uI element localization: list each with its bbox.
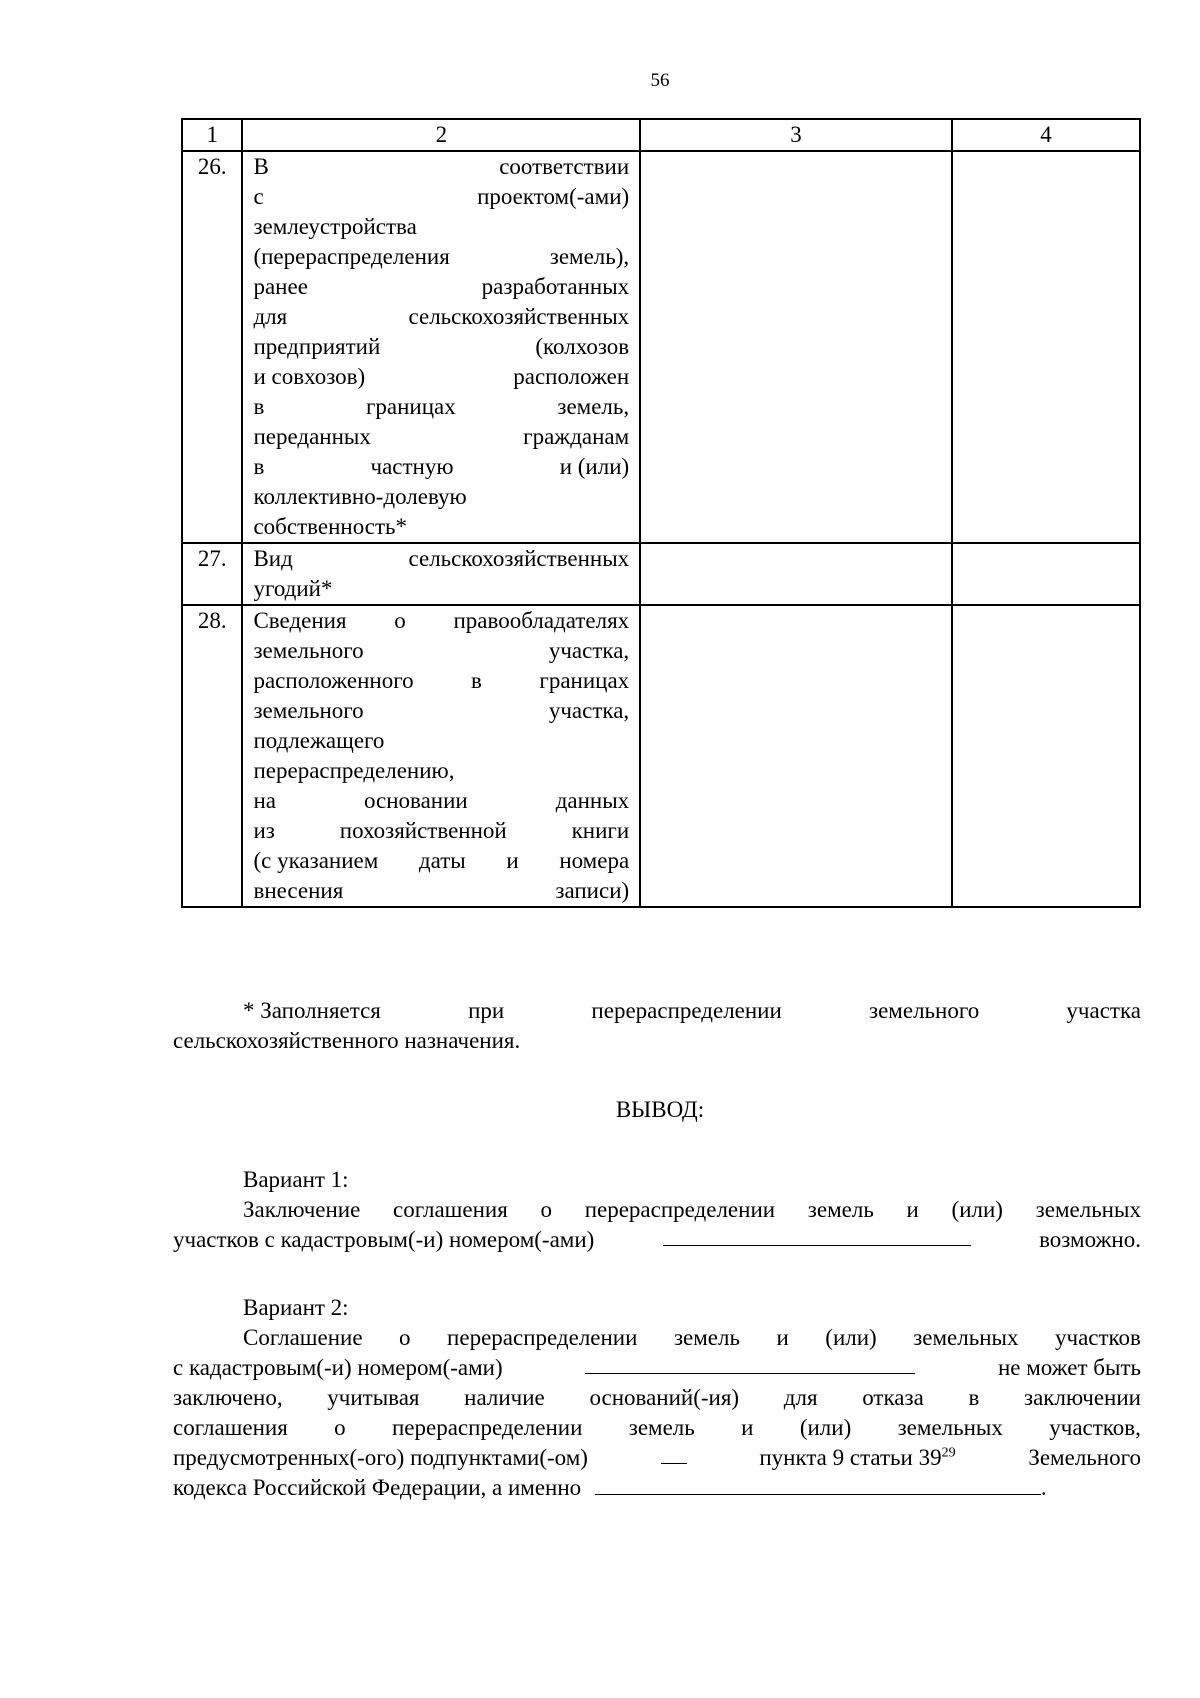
variant-1-text-b: возможно.	[1039, 1227, 1141, 1252]
description-word: В	[253, 154, 269, 179]
description-word: и (или)	[559, 454, 630, 479]
variant-2-text-5a: предусмотренных(-ого) подпунктами(-ом)	[173, 1445, 588, 1470]
word: участка	[1066, 998, 1141, 1023]
variant-2-text-6a: кодекса Российской Федерации, а именно	[173, 1475, 582, 1500]
description-word: данных	[555, 788, 630, 813]
word: наличие	[464, 1385, 545, 1410]
variant-2-line-3	[173, 1383, 1141, 1413]
header-cell-2: 2	[242, 119, 640, 151]
variant-2-text-5b: пункта 9 статьи $39^{29}$	[759, 1445, 956, 1470]
variant-1-line-2	[173, 1225, 1141, 1255]
description-word: и совхозов)	[253, 364, 366, 389]
variant-2	[173, 1293, 1141, 1503]
description-word: границах	[539, 668, 630, 693]
conclusion-title: ВЫВОД:	[615, 1097, 705, 1122]
variant-1-line-1	[173, 1195, 1141, 1225]
description-word: переданных	[253, 424, 371, 449]
word: и	[906, 1197, 919, 1222]
description-line	[253, 212, 629, 242]
description-word: границах	[365, 394, 456, 419]
description-word: подлежащего	[253, 728, 385, 753]
description-line	[253, 452, 629, 482]
description-word: Вид	[253, 546, 293, 571]
description-word: для	[253, 304, 288, 329]
description-word: перераспределению,	[253, 758, 455, 783]
word: земель	[807, 1197, 874, 1222]
word: о	[399, 1325, 411, 1350]
word: земель	[628, 1415, 695, 1440]
description-word: разработанных	[481, 274, 630, 299]
subparagraph-blank[interactable]	[661, 1443, 687, 1464]
description-word: номера	[559, 848, 630, 873]
cadastral-number-blank[interactable]	[663, 1225, 971, 1246]
variant-2-line-6	[173, 1473, 1141, 1503]
description-word: в	[253, 394, 265, 419]
description-word: участка,	[548, 698, 630, 723]
description-word: угодий*	[253, 576, 333, 601]
word: заключено,	[173, 1385, 283, 1410]
row-cell-4	[952, 151, 1140, 543]
footnote-line-1	[173, 996, 1141, 1026]
variant-2-label: Вариант 2:	[243, 1295, 349, 1320]
footnote-ref: 29	[941, 1445, 956, 1461]
description-word: даты	[418, 848, 466, 873]
word: перераспределении	[392, 1415, 583, 1440]
description-word: расположенного	[253, 668, 414, 693]
word: земельных	[897, 1415, 1003, 1440]
word: и	[776, 1325, 789, 1350]
row-number: 26.	[182, 151, 242, 543]
word: участков,	[1049, 1415, 1141, 1440]
description-word: и	[506, 848, 519, 873]
description-line	[253, 422, 629, 452]
variant-1-label: Вариант 1:	[243, 1167, 349, 1192]
description-line	[253, 242, 629, 272]
page-number: 56	[650, 70, 670, 91]
description-word: проектом(-ами)	[477, 184, 630, 209]
description-word: землеустройства	[253, 214, 417, 239]
row-number: 28.	[182, 605, 242, 907]
footnote-line-2: сельскохозяйственного назначения.	[173, 1028, 521, 1053]
row-cell-3	[640, 605, 952, 907]
description-word: Сведения о правообладателях	[253, 608, 630, 633]
description-word: гражданам	[523, 424, 630, 449]
description-word: (с указанием	[253, 848, 379, 873]
description-word: ранее	[253, 274, 308, 299]
description-word: в	[471, 668, 482, 693]
word: (или)	[951, 1197, 1003, 1222]
description-line	[253, 362, 629, 392]
data-table	[181, 118, 1141, 908]
variant-2-text-5c: Земельного	[1028, 1445, 1141, 1470]
description-word: земельного	[253, 698, 364, 723]
word: при	[468, 998, 505, 1023]
description-word: земель,	[557, 394, 630, 419]
description-word: (колхозов	[535, 334, 630, 359]
header-cell-4: 4	[952, 119, 1140, 151]
word: соглашения	[393, 1197, 508, 1222]
description-line	[253, 816, 629, 846]
row-description	[242, 151, 640, 543]
variant-2-line-5	[173, 1443, 1141, 1473]
variant-1-text-a: участков с кадастровым(-и) номером(-ами)	[173, 1227, 595, 1252]
description-word: расположен	[513, 364, 630, 389]
word: в	[968, 1385, 980, 1410]
word: для	[783, 1385, 818, 1410]
word: участков	[1055, 1325, 1141, 1350]
description-line	[253, 606, 629, 636]
word: земельных	[1035, 1197, 1141, 1222]
description-word: коллективно-долевую	[253, 484, 467, 509]
variant-2-text-a: с кадастровым(-и) номером(-ами)	[173, 1355, 503, 1380]
row-cell-4	[952, 605, 1140, 907]
variant-2-line-2	[173, 1353, 1141, 1383]
description-word: в	[253, 454, 265, 479]
header-cell-1: 1	[182, 119, 242, 151]
description-line	[253, 666, 629, 696]
table-row	[182, 605, 1140, 907]
cadastral-number-blank[interactable]	[585, 1353, 915, 1374]
table-header-row	[182, 119, 1140, 151]
variant-2-text-b: не может быть	[997, 1355, 1141, 1380]
description-word: частную	[370, 454, 454, 479]
description-line	[253, 544, 629, 574]
description-line	[253, 272, 629, 302]
description-word: сельскохозяйственных	[408, 304, 630, 329]
description-line	[253, 726, 629, 756]
variant-1	[173, 1165, 1141, 1255]
word: земельного	[869, 998, 980, 1023]
description-line	[253, 574, 629, 604]
description-line	[253, 846, 629, 876]
variant-2-text-6b: .	[1040, 1475, 1047, 1500]
description-line	[253, 636, 629, 666]
word: перераспределении	[591, 998, 782, 1023]
description-line	[253, 876, 629, 906]
description-line	[253, 392, 629, 422]
word: отказа	[862, 1385, 924, 1410]
word: земель	[673, 1325, 740, 1350]
row-description	[242, 543, 640, 605]
description-word: на	[253, 788, 276, 813]
word: * Заполняется	[243, 998, 381, 1023]
description-line	[253, 332, 629, 362]
word: и	[741, 1415, 754, 1440]
description-word: земельного	[253, 638, 364, 663]
description-line	[253, 696, 629, 726]
description-word: соответствии	[499, 154, 630, 179]
word: перераспределении	[447, 1325, 638, 1350]
description-line	[253, 152, 629, 182]
row-cell-3	[640, 151, 952, 543]
word: (или)	[825, 1325, 877, 1350]
description-line	[253, 756, 629, 786]
description-line	[253, 302, 629, 332]
word: оснований(-ия)	[589, 1385, 740, 1410]
description-word: (перераспределения	[253, 244, 450, 269]
word: (или)	[799, 1415, 852, 1440]
word: Заключение	[243, 1197, 361, 1222]
header-cell-3: 3	[640, 119, 952, 151]
description-word: сельскохозяйственных	[408, 546, 630, 571]
word: учитывая	[327, 1385, 420, 1410]
reason-blank[interactable]	[595, 1474, 1041, 1495]
description-line	[253, 512, 629, 542]
description-word: основании	[363, 788, 468, 813]
variant-2-line-1	[173, 1323, 1141, 1353]
word: перераспределении	[584, 1197, 776, 1222]
row-number: 27.	[182, 543, 242, 605]
description-word: с	[253, 184, 264, 209]
word: заключении	[1024, 1385, 1141, 1410]
table-row	[182, 543, 1140, 605]
description-word: собственность*	[253, 514, 408, 539]
word: земельных	[913, 1325, 1019, 1350]
word: о	[540, 1197, 552, 1222]
footnote	[173, 996, 1141, 1056]
description-word: из	[253, 818, 275, 843]
row-cell-3	[640, 543, 952, 605]
table-row	[182, 151, 1140, 543]
word: Соглашение	[243, 1325, 363, 1350]
description-word: книги	[571, 818, 630, 843]
description-line	[253, 182, 629, 212]
variant-2-line-4	[173, 1413, 1141, 1443]
row-cell-4	[952, 543, 1140, 605]
word: соглашения	[173, 1415, 288, 1440]
description-word: предприятий	[253, 334, 381, 359]
description-line	[253, 482, 629, 512]
word: о	[334, 1415, 346, 1440]
description-line	[253, 786, 629, 816]
description-word: похозяйственной	[339, 818, 507, 843]
description-word: участка,	[548, 638, 630, 663]
description-word: земель),	[549, 244, 630, 269]
description-word: внесения записи)	[253, 878, 630, 903]
row-description	[242, 605, 640, 907]
